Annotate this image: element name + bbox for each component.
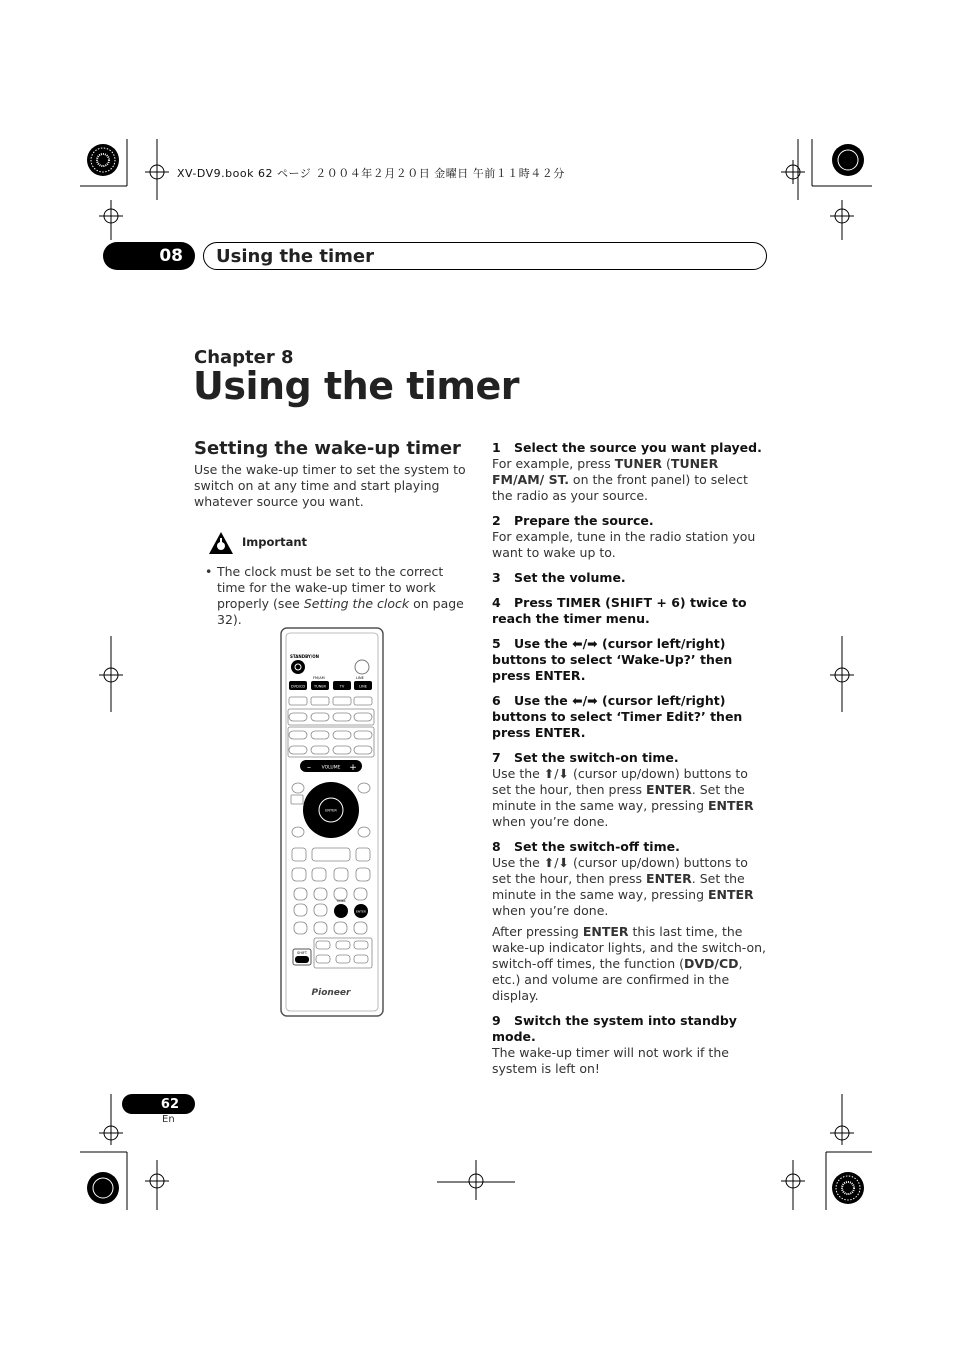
remote-line-label: LINE xyxy=(356,676,364,680)
step-text-run: For example, press xyxy=(492,456,615,471)
step-text-run: ENTER xyxy=(646,782,692,797)
remote-volume-plus: + xyxy=(349,763,357,773)
step-number: 3 xyxy=(492,570,501,585)
step-item xyxy=(492,693,768,741)
step-heading-text: Switch the system into standby mode. xyxy=(492,1013,737,1044)
section-heading: Setting the wake-up timer xyxy=(194,438,461,459)
step-text-run: The wake-up timer will not work if the system is left on! xyxy=(492,1045,729,1076)
step-heading xyxy=(492,750,768,766)
step-heading-text: Set the switch-on time. xyxy=(514,750,679,765)
bullet-dot: • xyxy=(205,564,213,579)
step-note xyxy=(492,924,768,1004)
step-text-run: when you’re done. xyxy=(492,903,609,918)
section-intro: Use the wake-up timer to set the system to switch on at any time and start playing whatever source you want. xyxy=(194,462,466,509)
step-heading xyxy=(492,693,768,741)
file-header-line: XV-DV9.book 62 ページ ２００４年２月２０日 金曜日 午前１１時４２分 xyxy=(177,167,565,180)
step-text-run: ENTER xyxy=(707,887,754,902)
step-heading xyxy=(492,1013,768,1045)
step-heading-text: Set the switch-off time. xyxy=(514,839,680,854)
step-number: 8 xyxy=(492,839,501,854)
important-note-icon xyxy=(208,530,234,556)
step-item xyxy=(492,440,768,504)
step-heading xyxy=(492,513,768,529)
step-text-run: Use the ⬆/⬇ (cursor up/down) buttons to set the hour, then press xyxy=(492,766,748,797)
power-icon xyxy=(291,660,305,674)
step-item xyxy=(492,1013,768,1077)
step-body xyxy=(492,855,768,919)
step-heading xyxy=(492,595,768,627)
remote-volume-label: VOLUME xyxy=(321,765,341,771)
step-number: 1 xyxy=(492,440,501,455)
page-number: 62 xyxy=(122,1094,195,1114)
step-text-run: . Set the minute in the same way, pressing xyxy=(492,871,745,902)
remote-btn-tuner: TUNER xyxy=(314,684,326,689)
important-label: Important xyxy=(242,535,308,549)
step-item xyxy=(492,636,768,684)
bullet-reference: Setting the clock xyxy=(303,596,410,611)
step-text-run: TUNER FM/AM/ ST. xyxy=(492,456,719,487)
step-heading xyxy=(492,636,768,684)
remote-enter-label: ENTER xyxy=(325,808,337,813)
step-item xyxy=(492,595,768,627)
remote-brand-logo: Pioneer xyxy=(311,988,351,998)
important-bullet xyxy=(205,564,471,628)
step-text-run: on the front panel) to select the radio as your source. xyxy=(492,472,748,503)
step-text-run: Use the ⬆/⬇ (cursor up/down) buttons to set the hour, then press xyxy=(492,855,748,886)
remote-btn-dvdcd: DVD/CD xyxy=(290,684,306,689)
step-heading xyxy=(492,839,768,855)
remote-shift-label: SHIFT xyxy=(297,951,307,955)
steps-column xyxy=(492,440,768,1086)
bullet-text xyxy=(217,564,471,628)
step-text-run: when you’re done. xyxy=(492,814,609,829)
step-item xyxy=(492,513,768,561)
step-heading-text: Set the volume. xyxy=(514,570,626,585)
step-text-run: After pressing xyxy=(492,924,583,939)
step-body xyxy=(492,456,768,504)
remote-volume-minus: – xyxy=(307,762,311,772)
step-text-run: For example, tune in the radio station you want to wake up to. xyxy=(492,529,756,560)
step-number: 2 xyxy=(492,513,501,528)
step-item xyxy=(492,750,768,830)
remote-fmam-label: FM/AM xyxy=(313,676,325,680)
step-heading-text: Prepare the source. xyxy=(514,513,654,528)
step-body xyxy=(492,529,768,561)
bullet-text-pre: The clock must be set to the correct time for the wake-up timer to work properly (see xyxy=(217,564,444,611)
step-heading-text: Use the ⬅/➡ (cursor left/right) buttons to select ‘Wake-Up?’ then press ENTER. xyxy=(492,636,733,683)
step-text-run: ENTER xyxy=(646,871,692,886)
step-text-run: ENTER xyxy=(582,924,629,939)
step-text-run: ( xyxy=(662,456,671,471)
remote-btn-line: LINE xyxy=(359,684,367,689)
page-language: En xyxy=(162,1114,175,1125)
step-item xyxy=(492,570,768,586)
step-text-run: , etc.) and volume are confirmed in the display. xyxy=(492,956,743,1003)
remote-enter-small-label: ENTER xyxy=(356,909,366,914)
step-text-run: DVD/CD xyxy=(683,956,739,971)
step-number: 9 xyxy=(492,1013,501,1028)
step-text-run: TUNER xyxy=(614,456,663,471)
step-number: 6 xyxy=(492,693,501,708)
step-heading-text: Select the source you want played. xyxy=(514,440,762,455)
remote-btn-tv: TV xyxy=(339,684,345,689)
step-body xyxy=(492,1045,768,1077)
page-title: Using the timer xyxy=(193,364,520,408)
step-text-run: this last time, the wake-up indicator lights, and the switch-on, switch-off times, the function ( xyxy=(492,924,767,971)
step-text-run: ENTER xyxy=(707,798,754,813)
step-heading xyxy=(492,570,768,586)
bullet-text-post: on page 32). xyxy=(217,596,464,627)
chapter-number-badge: 08 xyxy=(103,242,195,270)
step-heading-text: Press TIMER (SHIFT + 6) twice to reach the timer menu. xyxy=(492,595,747,626)
step-number: 4 xyxy=(492,595,501,610)
step-number: 5 xyxy=(492,636,501,651)
step-text-run: . Set the minute in the same way, pressing xyxy=(492,782,745,813)
chapter-label: Chapter 8 xyxy=(194,347,294,368)
remote-standby-label: STANDBY/ON xyxy=(290,654,319,659)
chapter-bar-title: Using the timer xyxy=(203,242,767,270)
step-heading-text: Use the ⬅/➡ (cursor left/right) buttons to select ‘Timer Edit?’ then press ENTER. xyxy=(492,693,743,740)
step-item xyxy=(492,839,768,1004)
step-body xyxy=(492,766,768,830)
remote-control-illustration xyxy=(280,627,384,1017)
step-number: 7 xyxy=(492,750,501,765)
remote-timer-label: TIMER xyxy=(336,899,346,903)
step-heading xyxy=(492,440,768,456)
